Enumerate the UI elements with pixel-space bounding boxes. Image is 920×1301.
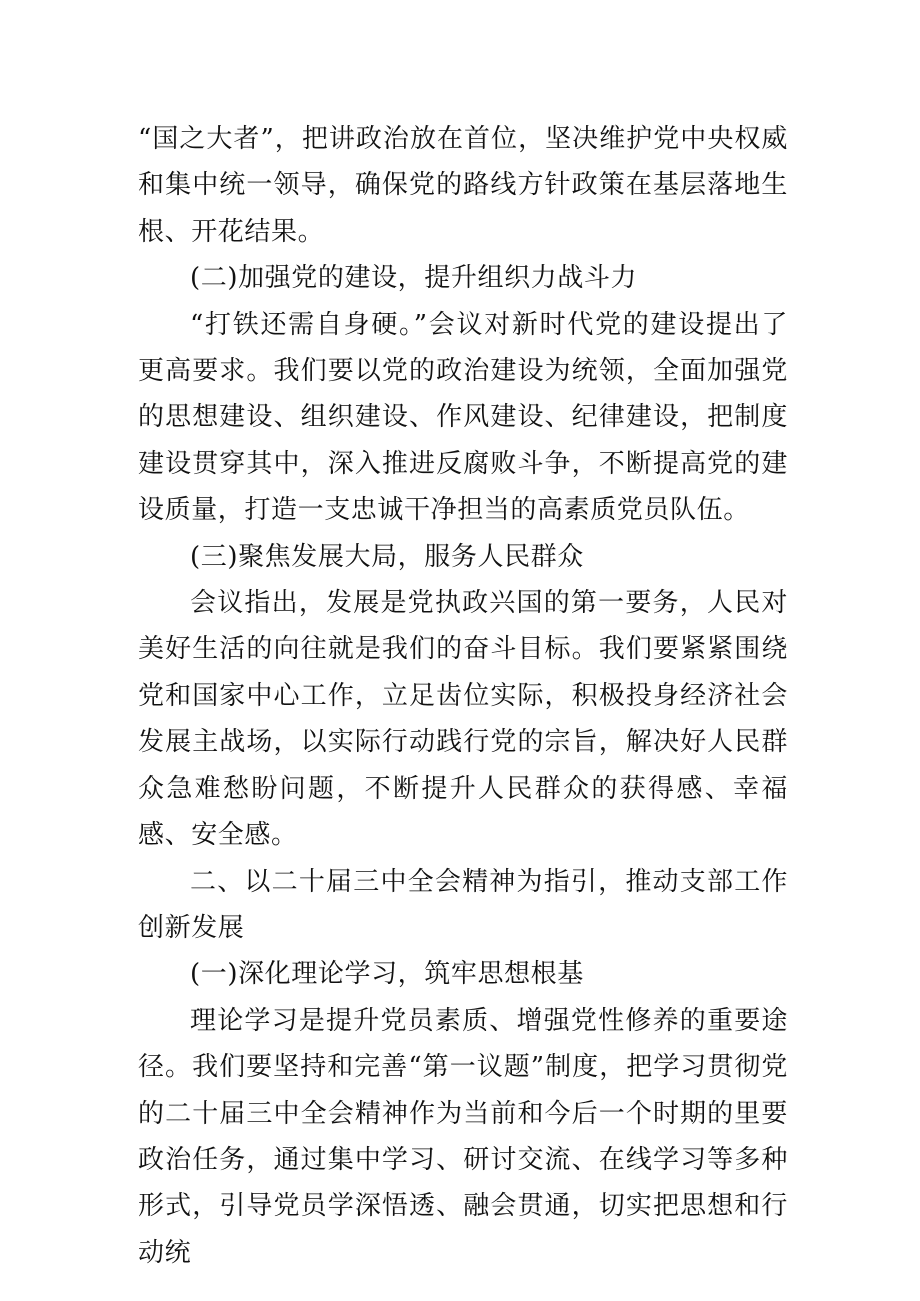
paragraph-theory-study: 理论学习是提升党员素质、增强党性修养的重要途径。我们要坚持和完善“第一议题”制度，把学习贯彻党的二十届三中全会精神作为当前和今后一个时期的里要政治任务，通过集中学习、研讨交流、在线学习等多种形式，引导党员学深悟透、融会贯通，切实把思想和行动统 [138, 1005, 788, 1268]
paragraph-development: 会议指出，发展是党执政兴国的第一要务，人民对美好生活的向往就是我们的奋斗目标。我们要紧紧围绕党和国家中心工作，立足齿位实际，积极投身经济社会发展主战场，以实际行动践行党的宗旨，解决好人民群众急难愁盼问题，不断提升人民群众的获得感、幸福感、安全感。 [138, 588, 788, 851]
paragraph-continuation: “国之大者”，把讲政治放在首位，坚决维护党中央权威和集中统一领导，确保党的路线方针政策在基层落地生根、开花结果。 [138, 124, 788, 247]
section-heading-part-two: 二、以二十届三中全会精神为指引，推动支部工作创新发展 [138, 866, 788, 943]
paragraph-party-building: “打铁还需自身硬。”会议对新时代党的建设提出了更高要求。我们要以党的政治建设为统领，全面加强党的思想建设、组织建设、作风建设、纪律建设，把制度建设贯穿其中，深入推进反腐败斗争，不断提高党的建设质量，打造一支忠诚干净担当的高素质党员队伍。 [138, 309, 788, 526]
section-heading-strengthen-party: (二)加强党的建设，提升组织力战斗力 [190, 263, 638, 294]
document-body [138, 116, 788, 1276]
section-heading-theory-study: (一)深化理论学习，筑牢思想根基 [190, 959, 584, 990]
section-heading-serve-people: (三)聚焦发展大局，服务人民群众 [190, 541, 584, 572]
